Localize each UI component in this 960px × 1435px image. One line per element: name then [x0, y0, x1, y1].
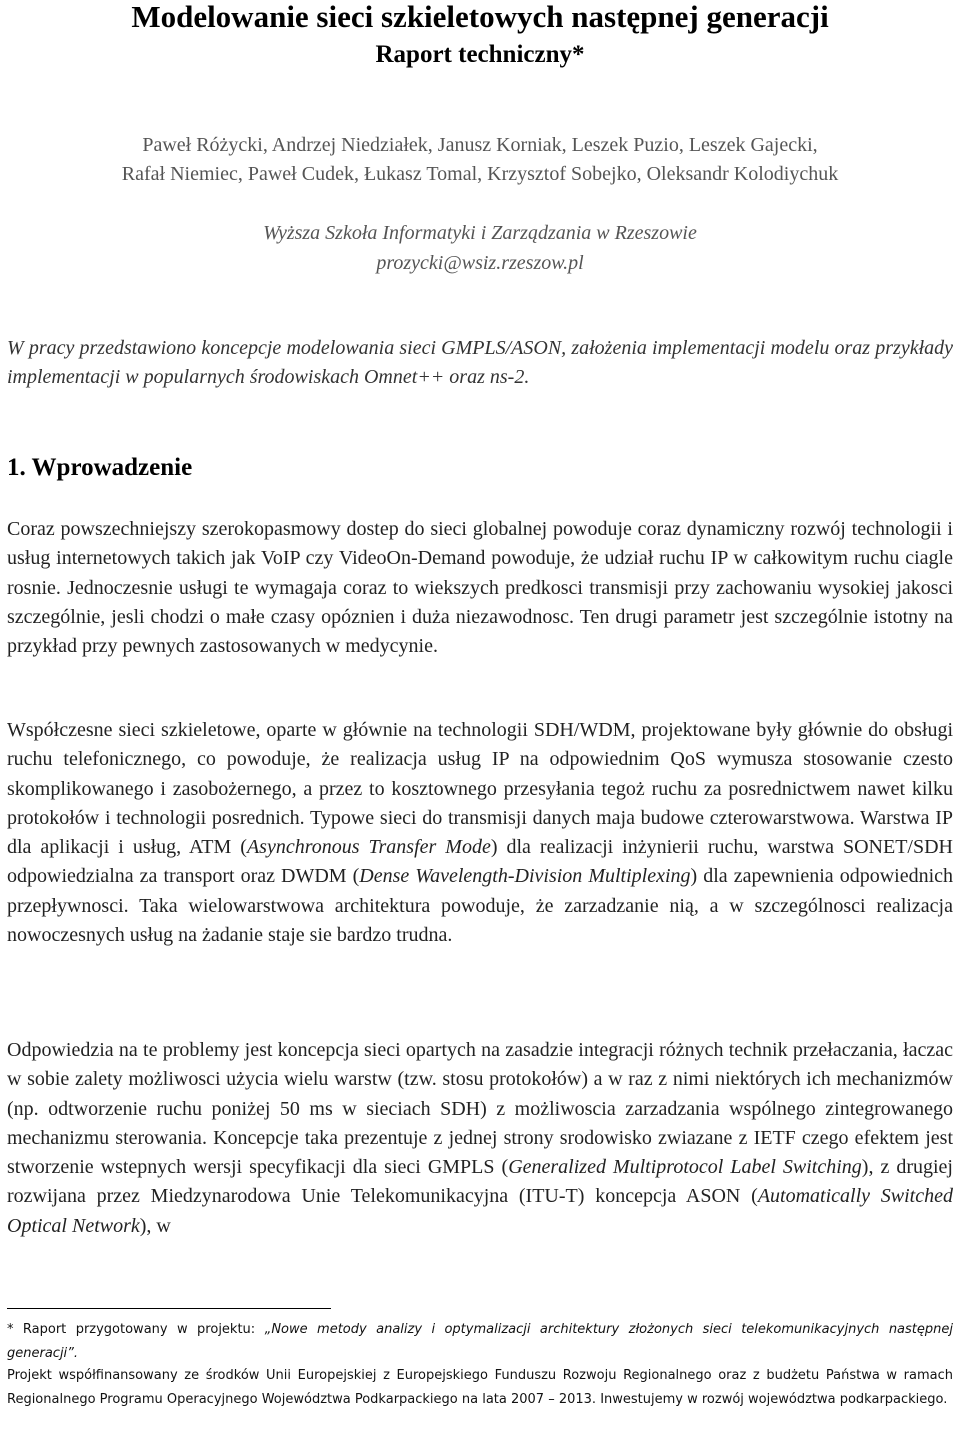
author-list	[0, 131, 960, 189]
paragraph-3-text-b: ), z drugiej rozwijana przez Miedzynarodowa Unie Telekomunikacyjna (ITU-T) koncepcja ASON (	[7, 1156, 953, 1208]
paragraph-2	[7, 716, 953, 950]
abstract-text: W pracy przedstawiono koncepcje modelowania sieci GMPLS/ASON, założenia implementacji modelu oraz przykłady implementacji w popularnych środowiskach Omnet++ oraz ns-2.	[7, 337, 953, 388]
paragraph-2-text-b: ) dla realizacji inżynierii ruchu, warstwa SONET/SDH odpowiedzialna za transport oraz DWDM (	[7, 836, 953, 888]
section-heading: 1. Wprowadzenie	[7, 454, 193, 481]
footnote-project	[7, 1318, 953, 1366]
paper-subtitle: Raport techniczny*	[375, 41, 585, 68]
paragraph-3-text-a: Odpowiedzia na te problemy jest koncepcja sieci opartych na zasadzie integracji różnych technik przełaczania, łaczac w sobie zalety możliwosci użycia wielu warstw (tzw. stosu protokołów) a w raz z nimi niektórych ich mechanizmów (np. odtworzenie ruchu poniżej 50 ms w sieciach SDH) z możliwoscia zarzadzania wspólnego zintegrowanego mechanizmu sterowania. Koncepcje taka prezentuje z jednej strony srodowisko zwiazane z IETF czego efektem jest stworzenie wstepnych wersji specyfikacji dla sieci GMPLS (	[7, 1039, 953, 1179]
paragraph-2-text-c: ) dla zapewnienia odpowiednich przepływnosci. Taka wielowarstwowa architektura powoduje, że zarzadzanie nią, a w szczególnosci realizacja nowoczesnych usług na żadanie staje sie bardzo trudna.	[7, 865, 954, 947]
term-gmpls: Generalized Multiprotocol Label Switching	[508, 1156, 862, 1179]
contact-email: prozycki@wsiz.rzeszow.pl	[376, 252, 584, 274]
term-atm: Asynchronous Transfer Mode	[246, 836, 491, 859]
paragraph-3	[7, 1036, 953, 1241]
paragraph-3-text-c: ), w	[139, 1214, 171, 1237]
footnote-funding: Projekt współfinansowany ze środków Unii Europejskiej z Europejskiego Funduszu Rozwoju Regionalnego oraz z budżetu Państwa w ramach Regionalnego Programu Operacyjnego Województwa Podkarpackiego na lata 2007 – 2013. Inwestujemy w rozwój województwa podkarpackiego.	[7, 1368, 953, 1407]
paragraph-2-text-a: Współczesne sieci szkieletowe, oparte w głównie na technologii SDH/WDM, projektowane były głównie do obsługi ruchu telefonicznego, co powoduje, że realizacja usług IP na odpowiednim QoS wymusza stosowanie czesto skomplikowanego i zasobożernego, a przez to kosztownego przesyłania tegoż ruchu za posrednictwem nawet kilku protokołów i technologii posrednich. Typowe sieci do transmisji danych maja budowe czterowarstwowa. Warstwa IP dla aplikacji i usług, ATM (	[7, 719, 953, 859]
footnote-1-project-title: „Nowe metody analizy i optymalizacji architektury złożonych sieci telekomunikacyjnych następnej generacji”.	[7, 1322, 953, 1361]
author-line-2: Rafał Niemiec, Paweł Cudek, Łukasz Tomal, Krzysztof Sobejko, Oleksandr Kolodiychuk	[121, 163, 839, 185]
institution-name: Wyższa Szkoła Informatyki i Zarządzania w Rzeszowie	[263, 222, 697, 244]
author-line-1: Paweł Różycki, Andrzej Niedziałek, Janusz Korniak, Leszek Puzio, Leszek Gajecki,	[142, 134, 818, 156]
paper-title: Modelowanie sieci szkieletowych następnej generacji	[131, 0, 829, 34]
footnote-1-prefix: * Raport przygotowany w projektu:	[7, 1322, 265, 1337]
affiliation	[0, 218, 960, 278]
term-dwdm: Dense Wavelength-Division Multiplexing	[359, 865, 691, 888]
paragraph-1: Coraz powszechniejszy szerokopasmowy dostep do sieci globalnej powoduje coraz dynamiczny rozwój technologii i usług internetowych takich jak VoIP czy VideoOn-Demand powoduje, że udział ruchu IP w całkowitym ruchu ciagle rosnie. Jednoczesnie usługi te wymagaja coraz to wiekszych predkosci transmisji przy zachowaniu wysokiej jakosci szczególnie, jesli chodzi o małe czasy opóznien i duża niezawodnosc. Ten drugi parametr jest szczególnie istotny na przykład przy pewnych zastosowanych w medycynie.	[7, 518, 953, 658]
term-ason: Automatically Switched Optical Network	[7, 1185, 953, 1237]
footnote-separator	[7, 1308, 331, 1309]
